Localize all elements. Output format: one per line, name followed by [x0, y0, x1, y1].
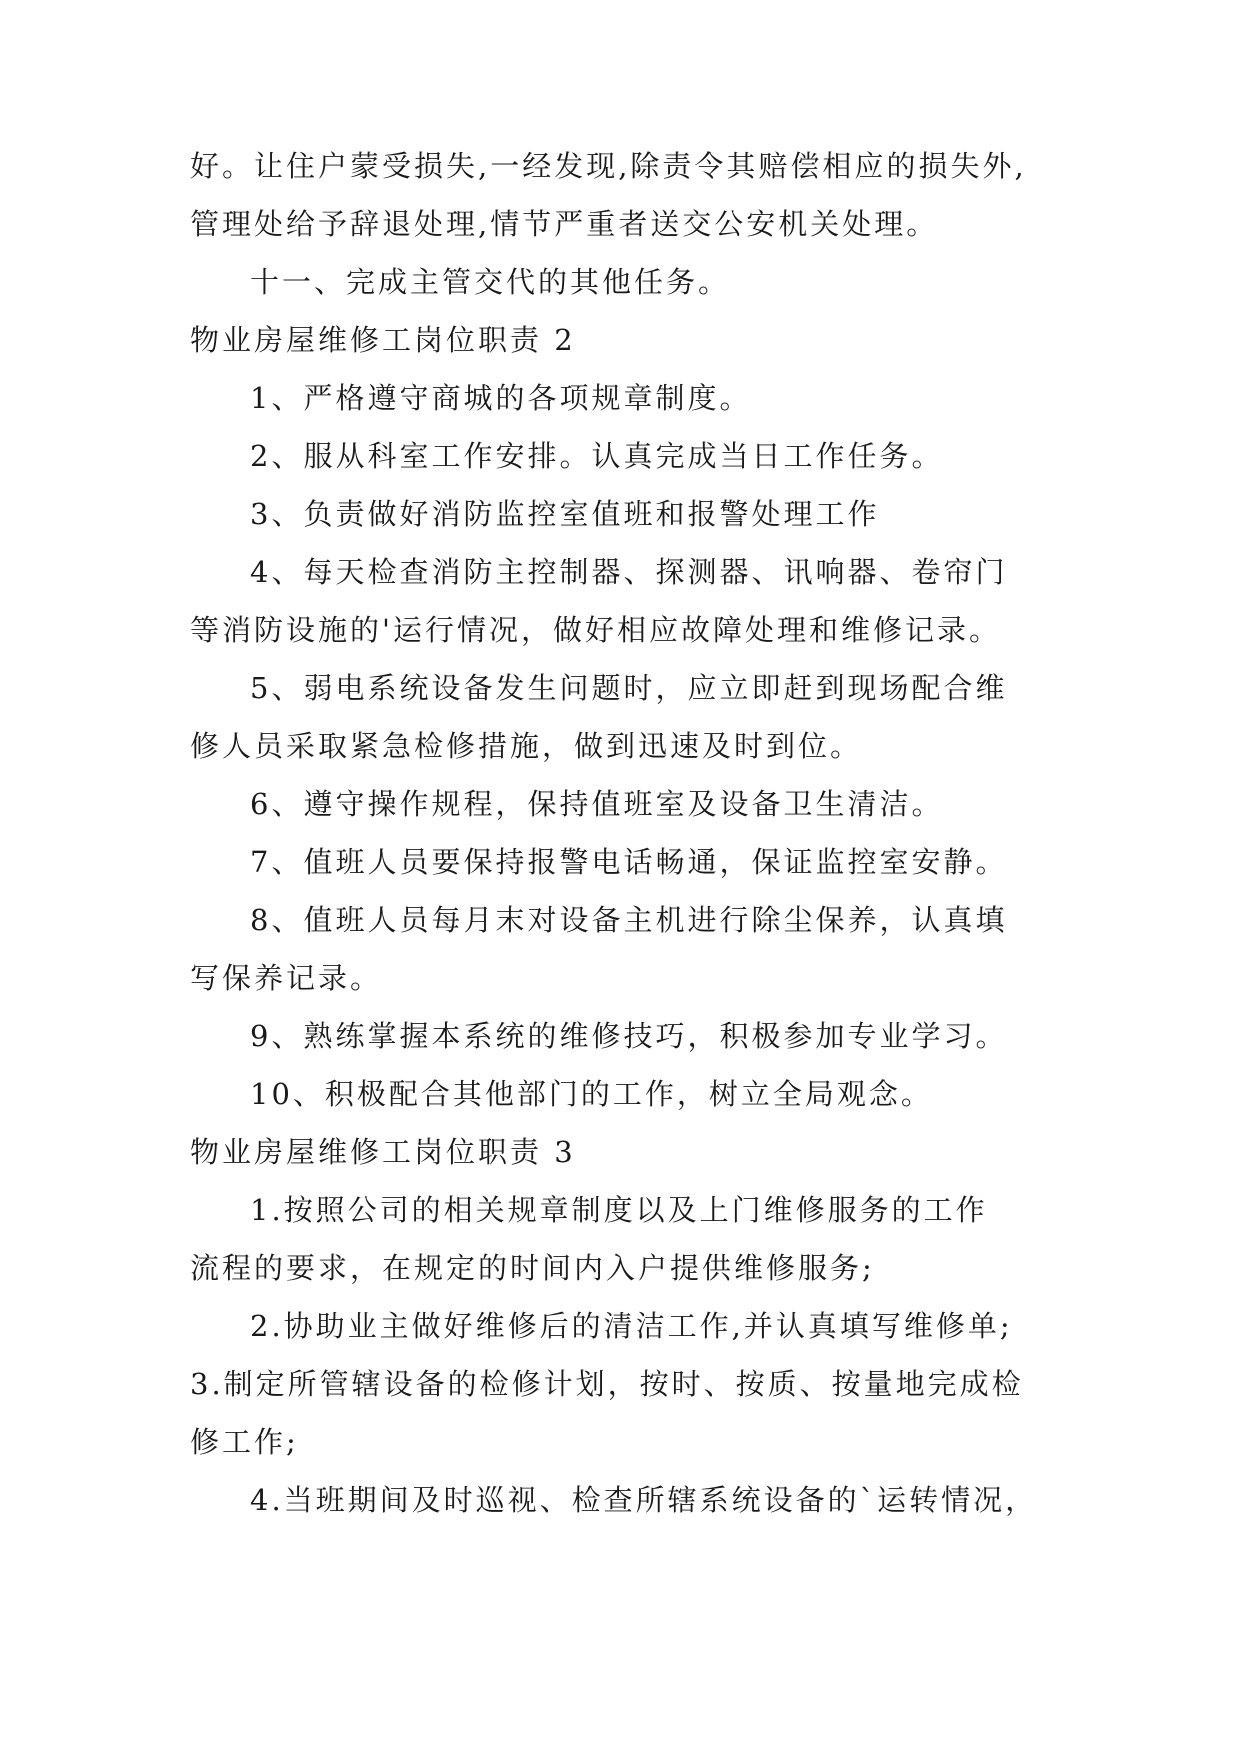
list-item: 1、严格遵守商城的各项规章制度。 — [250, 381, 752, 415]
text-line: 流程的要求，在规定的时间内入户提供维修服务; — [190, 1251, 875, 1285]
list-item: 1.按照公司的相关规章制度以及上门维修服务的工作 — [250, 1193, 988, 1227]
text-line: 好。让住户蒙受损失,一经发现,除责令其赔偿相应的损失外, — [190, 149, 1027, 183]
list-item: 9、熟练掌握本系统的维修技巧，积极参加专业学习。 — [250, 1019, 1008, 1053]
list-item: 4.当班期间及时巡视、检查所辖系统设备的`运转情况， — [250, 1483, 1038, 1517]
list-item: 6、遵守操作规程，保持值班室及设备卫生清洁。 — [250, 787, 944, 821]
list-item: 3、负责做好消防监控室值班和报警处理工作 — [250, 497, 880, 531]
section-heading: 物业房屋维修工岗位职责 2 — [190, 323, 576, 357]
section-heading: 物业房屋维修工岗位职责 3 — [190, 1135, 576, 1169]
text-line: 写保养记录。 — [190, 961, 383, 995]
text-line: 管理处给予辞退处理,情节严重者送交公安机关处理。 — [190, 207, 939, 241]
list-item: 2、服从科室工作安排。认真完成当日工作任务。 — [250, 439, 944, 473]
list-item: 5、弱电系统设备发生问题时，应立即赶到现场配合维 — [250, 671, 1008, 705]
list-item: 8、值班人员每月末对设备主机进行除尘保养，认真填 — [250, 903, 1008, 937]
list-item: 7、值班人员要保持报警电话畅通，保证监控室安静。 — [250, 845, 1008, 879]
list-item: 10、积极配合其他部门的工作，树立全局观念。 — [250, 1077, 933, 1111]
list-item: 2.协助业主做好维修后的清洁工作,并认真填写维修单; — [250, 1309, 1013, 1343]
text-line: 修工作; — [190, 1425, 299, 1459]
text-line: 修人员采取紧急检修措施，做到迅速及时到位。 — [190, 729, 863, 763]
list-item: 3.制定所管辖设备的检修计划，按时、按质、按量地完成检 — [190, 1367, 1024, 1401]
list-item: 十一、完成主管交代的其他任务。 — [250, 265, 731, 299]
list-item: 4、每天检查消防主控制器、探测器、讯响器、卷帘门 — [250, 555, 1008, 589]
text-line: 等消防设施的'运行情况，做好相应故障处理和维修记录。 — [190, 613, 1001, 647]
